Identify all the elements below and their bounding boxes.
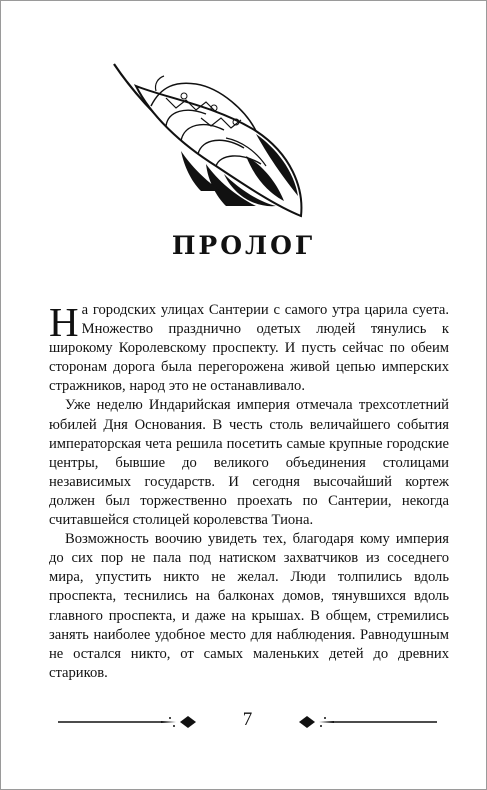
page-number: 7 [242, 709, 253, 730]
paragraph: На городских улицах Сантерии с самого утра царила суета. Множество празднично одетых людей тянулись к широкому Королевскому проспекту. И пусть сейчас по обеим сторонам дорога была перегорожена живой цепью имперских стражников, народ это не останавливало. [49, 299, 449, 395]
feather-icon [106, 56, 306, 221]
body-text [49, 301, 449, 683]
chapter-title: ПРОЛОГ [171, 231, 316, 260]
paragraph: Возможность воочию увидеть тех, благодаря кому империя до сих пор не пала под натиском захватчиков из соседнего мира, упустить никто не желал. Люди толпились вдоль проспекта, теснились на балконах домов, тянувшихся вдоль главного проспекта, и даже на крышах. В общем, стремились занять наиболее удобное место для наблюдения. Равнодушным не остался никто, от самых маленьких детей до древних стариков. [49, 531, 449, 681]
page-footer [56, 705, 439, 735]
drop-cap: Н [49, 299, 79, 345]
paragraph: Уже неделю Индарийская империя отмечала трехсотлетний юбилей Дня Основания. В честь столь величайшего события императорская чета решила посетить самые крупные городские центры, бывшие до великого объединения столицами независимых государств. И сегодня высочайший кортеж должен был торжественно проехать по Сантерии, некогда считавшейся столицей королевства Тиона. [49, 397, 449, 529]
